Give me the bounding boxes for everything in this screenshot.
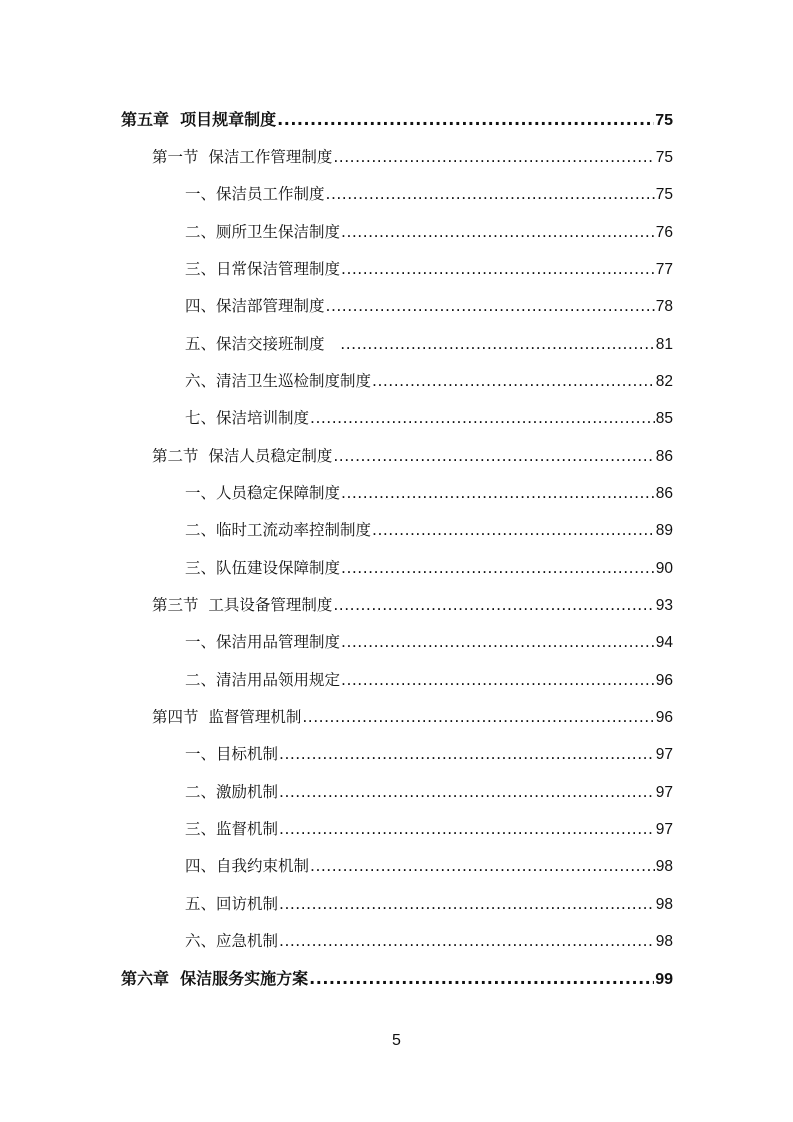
toc-entry-title: 六、应急机制 xyxy=(185,932,279,950)
dot-leader xyxy=(279,892,655,916)
toc-entry-page: 89 xyxy=(655,522,673,539)
toc-entry-title: 一、人员稳定保障制度 xyxy=(185,484,341,502)
dot-leader xyxy=(279,780,655,804)
toc-entry-page: 75 xyxy=(655,149,673,166)
toc-entry-page: 94 xyxy=(655,634,673,651)
dot-leader xyxy=(302,705,654,729)
page-number: 5 xyxy=(392,1032,401,1049)
toc-entry-title: 七、保洁培训制度 xyxy=(185,409,310,427)
dot-leader xyxy=(341,630,655,654)
toc-entry-item[interactable] xyxy=(185,406,673,430)
toc-entry-item[interactable] xyxy=(185,742,673,766)
toc-entry-page: 98 xyxy=(655,896,673,913)
toc-entry-page: 97 xyxy=(655,821,673,838)
toc-entry-item[interactable] xyxy=(185,892,673,916)
toc-entry-item[interactable] xyxy=(185,630,673,654)
toc-entry-page: 97 xyxy=(655,746,673,763)
toc-entry-item[interactable] xyxy=(185,332,673,356)
toc-entry-item[interactable] xyxy=(185,369,673,393)
dot-leader xyxy=(333,593,654,617)
dot-leader xyxy=(310,406,655,430)
dot-leader xyxy=(326,294,655,318)
toc-entry-item[interactable] xyxy=(185,668,673,692)
dot-leader xyxy=(279,817,655,841)
toc-entry-item[interactable] xyxy=(185,854,673,878)
toc-entry-item[interactable] xyxy=(185,780,673,804)
toc-entry-page: 81 xyxy=(655,336,673,353)
toc-entry-page: 78 xyxy=(655,298,673,315)
dot-leader xyxy=(341,257,655,281)
toc-entry-item[interactable] xyxy=(185,257,673,281)
toc-entry-section[interactable] xyxy=(152,593,673,617)
toc-entry-page: 93 xyxy=(655,597,673,614)
dot-leader xyxy=(309,967,654,991)
toc-entry-item[interactable] xyxy=(185,817,673,841)
toc-entry-title: 第二节 保洁人员稳定制度 xyxy=(152,447,333,465)
toc-entry-title: 六、清洁卫生巡检制度制度 xyxy=(185,372,372,390)
dot-leader xyxy=(333,145,654,169)
dot-leader xyxy=(279,742,655,766)
toc-entry-page: 86 xyxy=(655,485,673,502)
dot-leader xyxy=(341,220,655,244)
toc-entry-section[interactable] xyxy=(152,705,673,729)
dot-leader xyxy=(310,854,655,878)
toc-entry-page: 97 xyxy=(655,784,673,801)
dot-leader xyxy=(340,332,654,356)
toc-entry-title: 一、目标机制 xyxy=(185,745,279,763)
toc-entry-page: 85 xyxy=(655,410,673,427)
toc-entry-title: 二、清洁用品领用规定 xyxy=(185,671,341,689)
toc-entry-title: 第四节 监督管理机制 xyxy=(152,708,302,726)
dot-leader xyxy=(326,182,655,206)
toc-entry-section[interactable] xyxy=(152,145,673,169)
dot-leader xyxy=(341,481,655,505)
toc-entry-title: 一、保洁用品管理制度 xyxy=(185,633,341,651)
toc-entry-title: 二、厕所卫生保洁制度 xyxy=(185,223,341,241)
toc-entry-title: 五、保洁交接班制度 xyxy=(185,335,340,353)
toc-entry-page: 98 xyxy=(655,858,673,875)
toc-entry-page: 77 xyxy=(655,261,673,278)
dot-leader xyxy=(372,369,655,393)
dot-leader xyxy=(341,668,655,692)
toc-entry-title: 一、保洁员工作制度 xyxy=(185,185,325,203)
toc-entry-title: 第五章 项目规章制度 xyxy=(121,110,277,129)
toc-entry-title: 二、临时工流动率控制制度 xyxy=(185,521,372,539)
toc-entry-section[interactable] xyxy=(152,444,673,468)
toc-entry-item[interactable] xyxy=(185,481,673,505)
toc-entry-item[interactable] xyxy=(185,294,673,318)
dot-leader xyxy=(279,929,655,953)
toc-entry-page: 75 xyxy=(655,186,673,203)
dot-leader xyxy=(372,518,655,542)
dot-leader xyxy=(341,556,655,580)
toc-entry-item[interactable] xyxy=(185,182,673,206)
toc-entry-page: 96 xyxy=(655,672,673,689)
toc-entry-chapter[interactable] xyxy=(121,967,673,991)
toc-entry-item[interactable] xyxy=(185,518,673,542)
toc-entry-title: 三、日常保洁管理制度 xyxy=(185,260,341,278)
toc-entry-title: 四、自我约束机制 xyxy=(185,857,310,875)
toc-entry-item[interactable] xyxy=(185,220,673,244)
toc-entry-title: 第一节 保洁工作管理制度 xyxy=(152,148,333,166)
toc-entry-page: 82 xyxy=(655,373,673,390)
dot-leader xyxy=(333,444,654,468)
toc-entry-page: 96 xyxy=(655,709,673,726)
toc-entry-title: 五、回访机制 xyxy=(185,895,279,913)
toc-entry-page: 75 xyxy=(655,112,673,129)
toc-entry-page: 86 xyxy=(655,448,673,465)
toc-entry-page: 98 xyxy=(655,933,673,950)
toc-entry-page: 76 xyxy=(655,224,673,241)
toc-entry-title: 四、保洁部管理制度 xyxy=(185,297,325,315)
toc-entry-page: 99 xyxy=(655,971,673,988)
toc-entry-item[interactable] xyxy=(185,556,673,580)
toc-entry-chapter[interactable] xyxy=(121,108,673,132)
toc-entry-title: 第六章 保洁服务实施方案 xyxy=(121,969,309,988)
toc-entry-title: 三、队伍建设保障制度 xyxy=(185,559,341,577)
toc-entry-title: 二、激励机制 xyxy=(185,783,279,801)
toc-entry-page: 90 xyxy=(655,560,673,577)
toc-entry-title: 第三节 工具设备管理制度 xyxy=(152,596,333,614)
toc-entry-item[interactable] xyxy=(185,929,673,953)
toc-entry-title: 三、监督机制 xyxy=(185,820,279,838)
dot-leader xyxy=(277,108,654,132)
